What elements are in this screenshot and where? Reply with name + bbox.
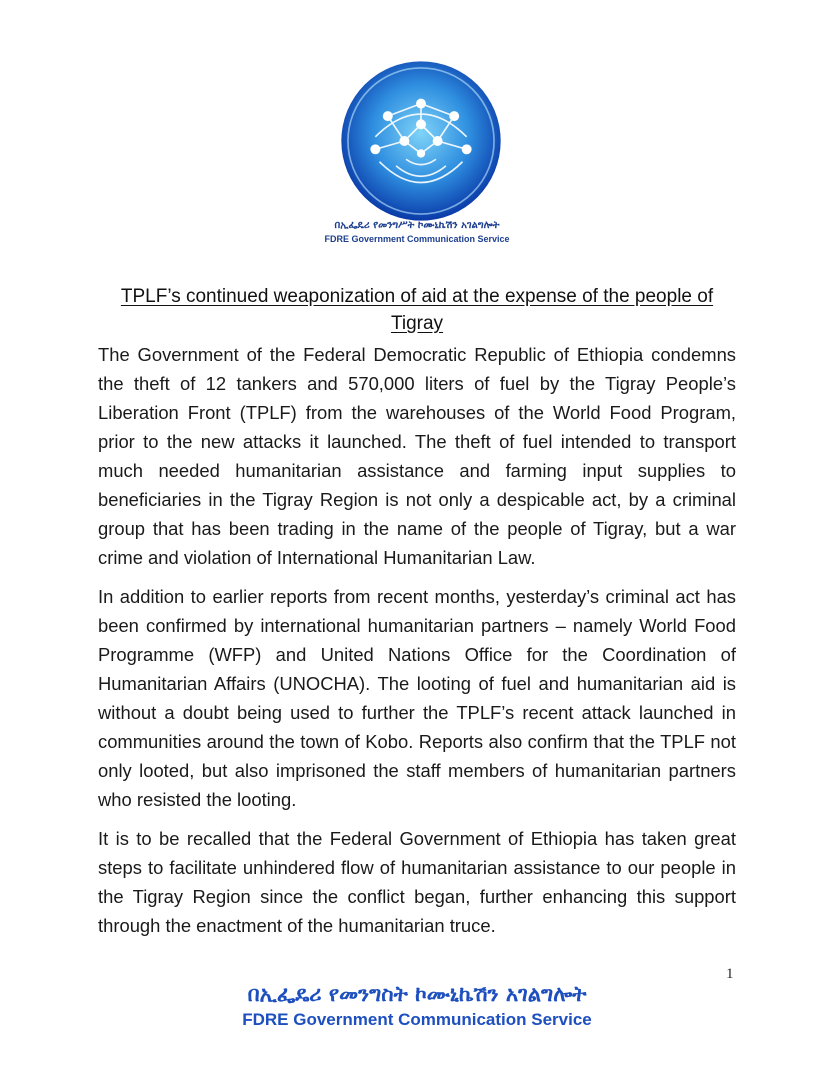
paragraph: The Government of the Federal Democratic Republic of Ethiopia condemns the theft of 12 tankers and 570,000 liters of fuel by the Tigray People’s Liberation Front (TPLF) from the warehouses of the World Food Program, prior to the new attacks it launched. The theft of fuel intended to transport much needed humanitarian assistance and farming input supplies to beneficiaries in the Tigray Region is not only a despicable act, by a criminal group that has been trading in the name of the people of Tigray, but a war crime and violation of International Humanitarian Law. [98, 344, 736, 568]
document-title: TPLF’s continued weaponization of aid at the expense of the people of Tigray [120, 286, 714, 334]
network-globe-icon [338, 58, 504, 224]
logo-english-text: FDRE Government Communication Service [324, 234, 510, 244]
paragraph: It is to be recalled that the Federal Government of Ethiopia has taken great steps to facilitate unhindered flow of humanitarian assistance to our people in the Tigray Region since the conflict began, further enhancing this support through the enactment of the humanitarian truce. [98, 828, 736, 936]
footer-english-text: FDRE Government Communication Service [242, 1010, 592, 1029]
logo-amharic-text: በኢፌዴሪ የመንግሥት ኮሙኒኬሽን አገልግሎት [334, 220, 500, 231]
document-body [98, 340, 736, 950]
footer-amharic-text: በኢፌዴሪ የመንግስት ኮሙኒኬሽን አገልግሎት [247, 982, 587, 1006]
paragraph: In addition to earlier reports from recent months, yesterday’s criminal act has been confirmed by international humanitarian partners – namely World Food Programme (WFP) and United Nations Office for the Coordination of Humanitarian Affairs (UNOCHA). The looting of fuel and humanitarian aid is without a doubt being used to further the TPLF’s recent attack launched in communities around the town of Kobo. Reports also confirm that the TPLF not only looted, but also imprisoned the staff members of humanitarian partners who resisted the looting. [98, 586, 736, 810]
page-number: 1 [726, 966, 734, 982]
